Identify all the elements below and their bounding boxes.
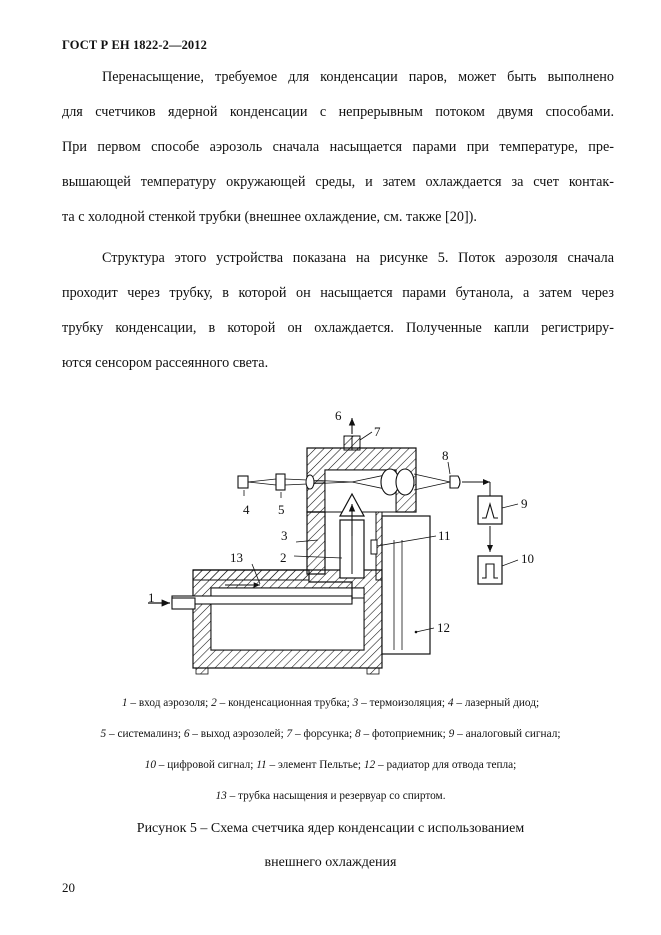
text-line: вышающей температуру окружающей среды, и затем охлаждается за счет контак- [62, 174, 614, 190]
legend-num: 2 [211, 697, 217, 709]
label-1: 1 [148, 590, 155, 605]
signal-processing [478, 496, 502, 584]
legend-num: 8 [354, 728, 361, 740]
label-3: 3 [281, 528, 288, 543]
legend-num: 1 [121, 697, 128, 709]
label-4: 4 [243, 502, 250, 517]
legend-text: – лазерный диод; [453, 697, 540, 709]
text-line: При первом способе аэрозоль сначала насыщается парами при температуре, пре- [62, 139, 614, 155]
legend-text: – выход аэрозолей; [189, 728, 287, 740]
text-line: для счетчиков ядерной конденсации с непрерывным потоком двумя способами. [62, 104, 614, 120]
figure-title: Рисунок 5 – Схема счетчика ядер конденсации с использованием [136, 821, 525, 836]
cpc-schematic-figure [0, 400, 661, 690]
legend-text: – системалинз; [106, 728, 184, 740]
document-header: ГОСТ Р ЕН 1822-2—2012 [62, 38, 207, 52]
legend-text: – цифровой сигнал; [155, 759, 257, 771]
figure-legend-line [0, 790, 661, 802]
label-11: 11 [438, 528, 451, 543]
saturator-reservoir [193, 570, 382, 674]
paragraph-1 [62, 60, 614, 235]
legend-num: 9 [448, 728, 455, 740]
text-line: Структура этого устройства показана на рисунке 5. Поток аэрозоля сначала [102, 250, 614, 266]
legend-num: 11 [256, 759, 267, 771]
legend-num: 4 [447, 697, 454, 709]
legend-num: 6 [183, 728, 190, 740]
label-9: 9 [521, 496, 528, 511]
label-12: 12 [437, 620, 450, 635]
legend-num: 3 [352, 697, 359, 709]
label-5: 5 [278, 502, 285, 517]
legend-text: – аналоговый сигнал; [454, 728, 561, 740]
legend-text: – радиатор для отвода тепла; [375, 759, 517, 771]
legend-text: – термоизоляция; [358, 697, 448, 709]
text-line: трубку конденсации, в которой он охлаждается. Полученные капли регистриру- [62, 320, 614, 336]
legend-text: – фотоприемник; [360, 728, 449, 740]
legend-text: – трубка насыщения и резервуар со спиртом. [226, 790, 446, 802]
legend-num: 12 [363, 759, 376, 771]
label-7: 7 [374, 424, 381, 439]
legend-num: 10 [144, 759, 156, 771]
legend-num: 13 [215, 790, 227, 802]
figure-legend-line [0, 728, 661, 740]
legend-text: – форсунка; [292, 728, 355, 740]
text-line: Перенасыщение, требуемое для конденсации паров, может быть выполнено [102, 69, 614, 85]
text-line: проходит через трубку, в которой он насыщается парами бутанола, а затем через [62, 285, 614, 301]
label-2: 2 [280, 550, 287, 565]
figure-legend-line [0, 697, 661, 709]
page-number: 20 [62, 880, 75, 895]
text-line: та с холодной стенкой трубки (внешнее охлаждение, см. также [20]). [62, 209, 477, 225]
legend-text: – конденсационная трубка; [216, 697, 353, 709]
label-13: 13 [230, 550, 243, 565]
legend-text: – элемент Пельтье; [266, 759, 364, 771]
figure-title-continued: внешнего охлаждения [264, 855, 397, 870]
figure-legend-line [0, 759, 661, 771]
label-8: 8 [442, 448, 449, 463]
legend-num: 5 [100, 728, 107, 740]
paragraph-2 [62, 241, 614, 381]
legend-num: 7 [286, 728, 293, 740]
aerosol-outlet [344, 418, 360, 450]
label-6: 6 [335, 408, 342, 423]
text-line: ются сенсором рассеянного света. [62, 355, 269, 371]
legend-text: – вход аэрозоля; [127, 697, 212, 709]
label-10: 10 [521, 551, 534, 566]
